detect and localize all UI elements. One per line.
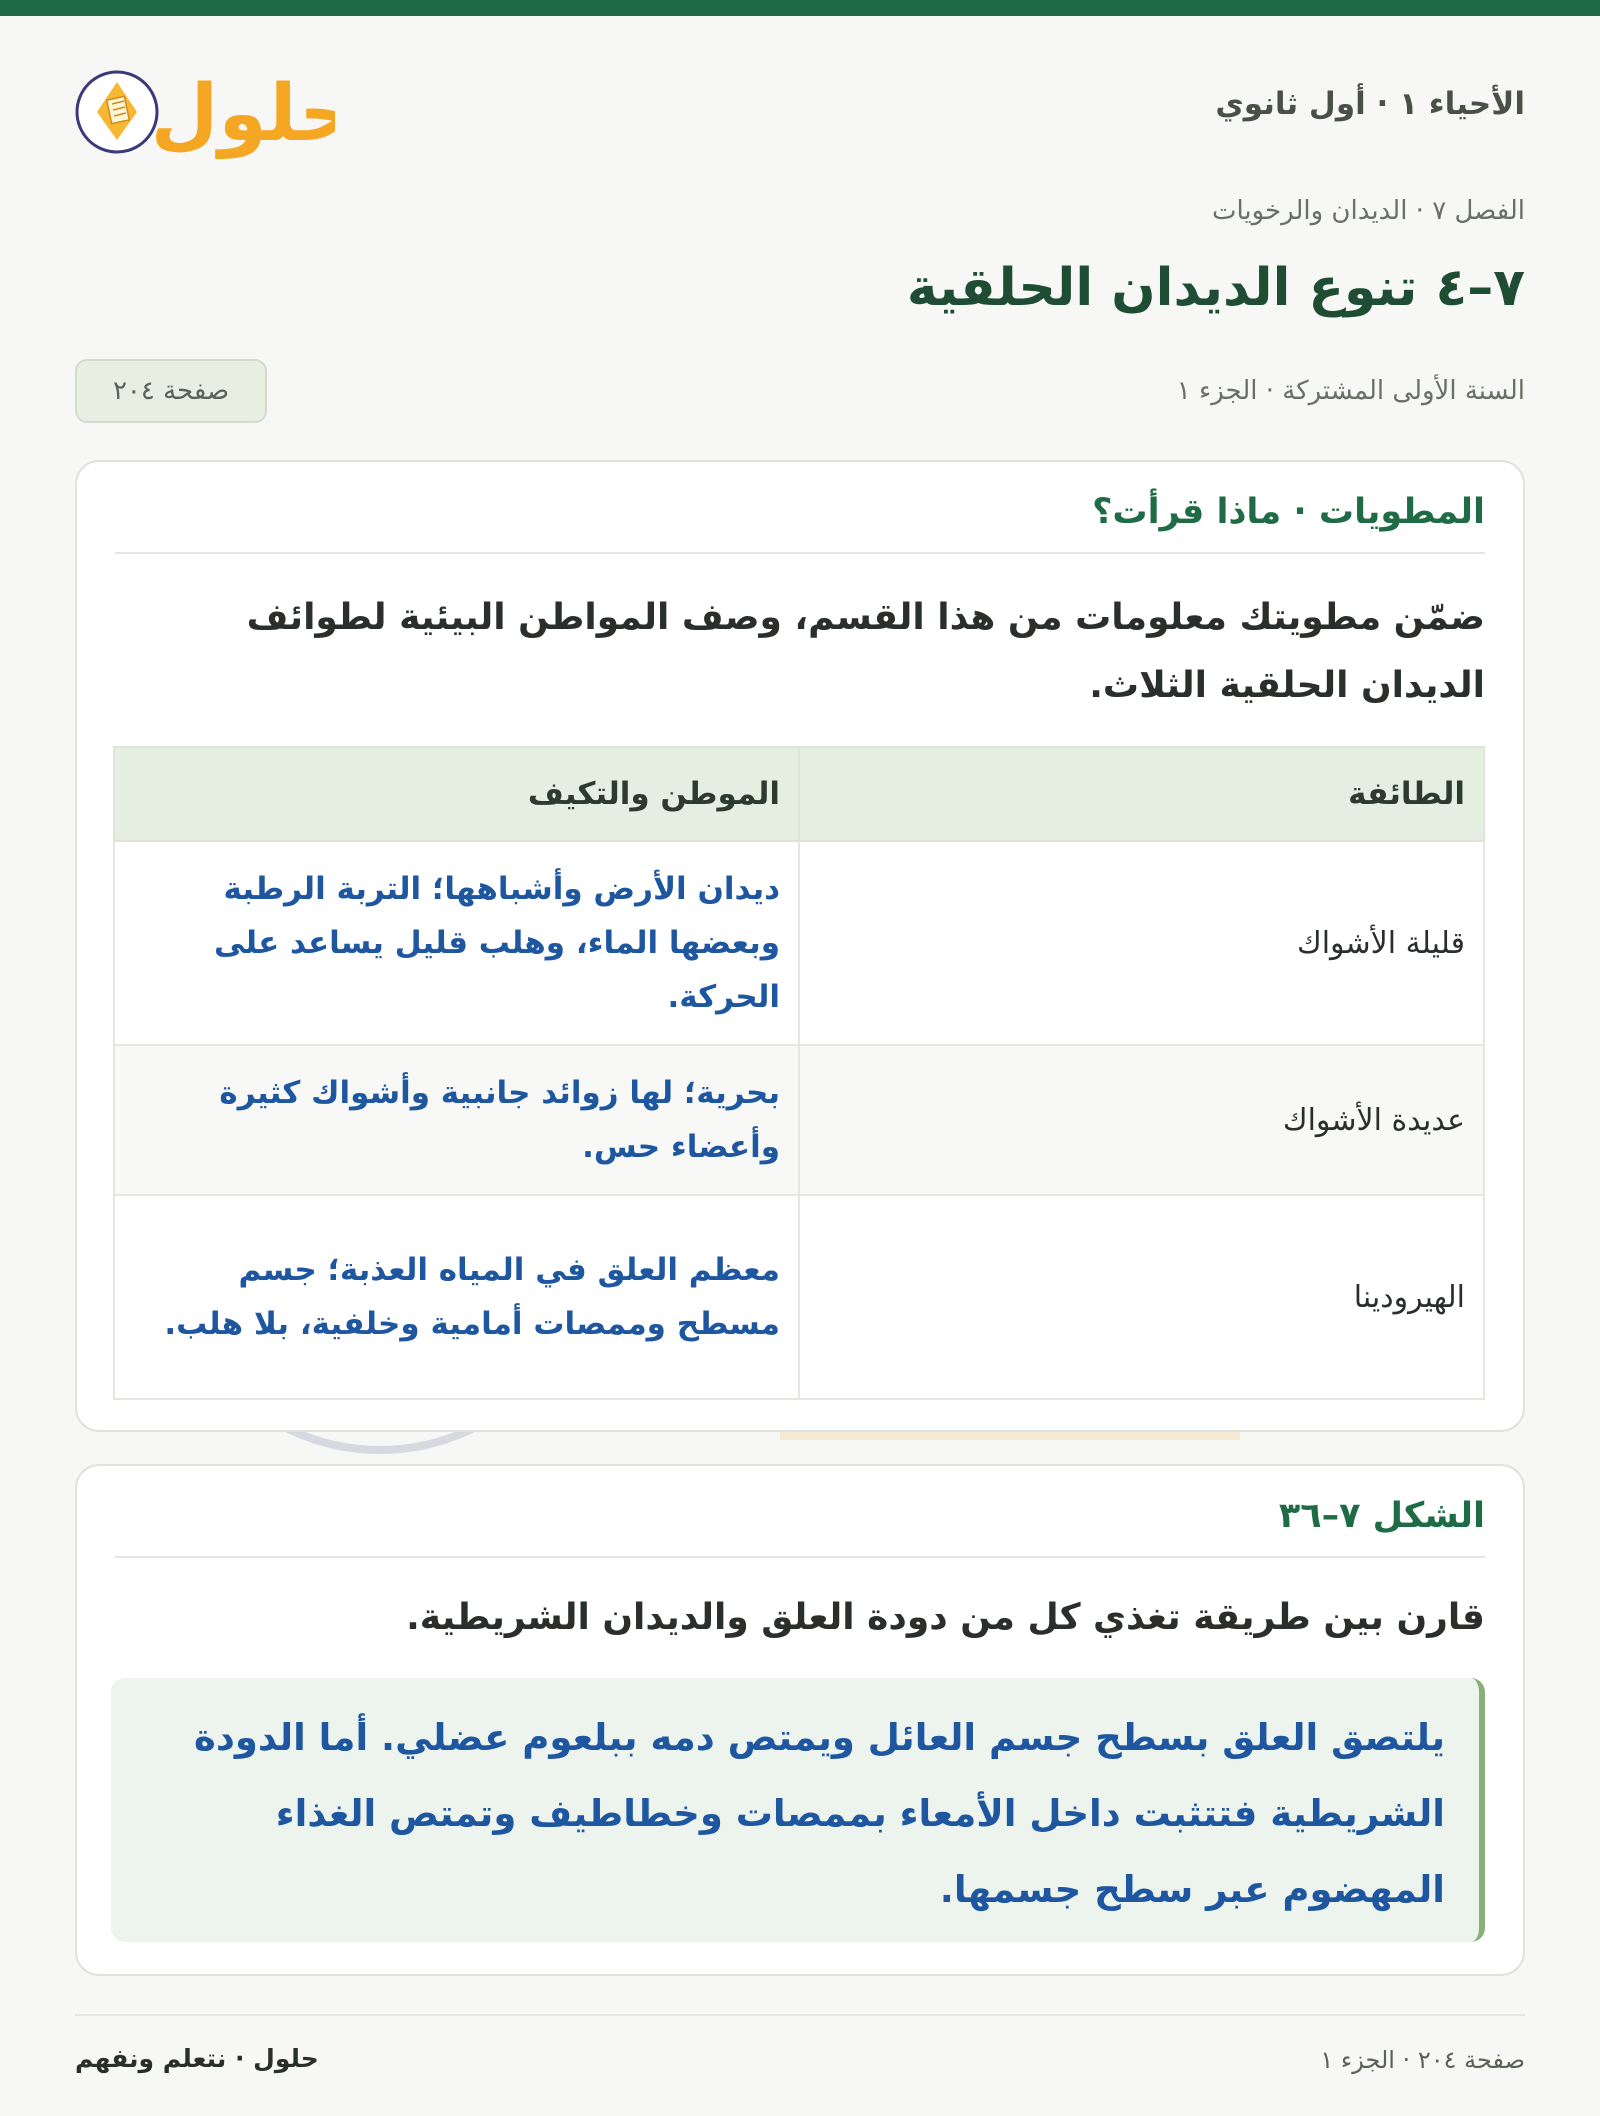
table-row xyxy=(114,841,1484,1045)
table-header-row xyxy=(114,747,1484,841)
foldables-question: ضمّن مطويتك معلومات من هذا القسم، وصف المواطن البيئية لطوائف الديدان الحلقية الثلاث. xyxy=(246,597,1485,706)
logo-wordmark: حلول xyxy=(150,69,335,159)
table-row xyxy=(114,1045,1484,1195)
column-header-habitat: الموطن والتكيف xyxy=(114,747,799,841)
figure-question: قارن بين طريقة تغذي كل من دودة العلق والديدان الشريطية. xyxy=(406,1597,1485,1638)
class-name-cell: عديدة الأشواك xyxy=(799,1045,1484,1195)
habitat-answer-cell: معظم العلق في المياه العذبة؛ جسم مسطح وممصات أمامية وخلفية، بلا هلب. xyxy=(114,1195,799,1399)
table-row xyxy=(114,1195,1484,1399)
foldables-heading: المطويات · ماذا قرأت؟ xyxy=(115,492,1485,554)
foldables-card xyxy=(75,460,1525,1432)
footer-divider xyxy=(75,2014,1525,2016)
answer-box xyxy=(111,1678,1485,1942)
page-badge: صفحة ٢٠٤ xyxy=(75,359,267,423)
class-name-cell: قليلة الأشواك xyxy=(799,841,1484,1045)
habitat-answer-cell: ديدان الأرض وأشباهها؛ التربة الرطبة وبعضها الماء، وهلب قليل يساعد على الحركة. xyxy=(114,841,799,1045)
footer-brand[interactable]: حلول · نتعلم ونفهم xyxy=(75,2044,319,2073)
page-title: ٧–٤ تنوع الديدان الحلقية xyxy=(906,258,1525,318)
answer-text: يلتصق العلق بسطح جسم العائل ويمتص دمه ببلعوم عضلي. أما الدودة الشريطية فتتثبت داخل الأمعاء بممصات وخطاطيف وتمتص الغذاء المهضوم عبر سطح جسمها. xyxy=(194,1716,1445,1911)
column-header-class: الطائفة xyxy=(799,747,1484,841)
hulul-logo-icon xyxy=(75,60,335,160)
subject-title: الأحياء ١ · أول ثانوي xyxy=(1215,86,1525,122)
top-accent-bar xyxy=(0,0,1600,16)
annelid-classes-table xyxy=(113,746,1485,1400)
habitat-answer-cell: بحرية؛ لها زوائد جانبية وأشواك كثيرة وأعضاء حس. xyxy=(114,1045,799,1195)
page-header xyxy=(75,60,1525,160)
figure-heading: الشكل ٧–٣٦ xyxy=(115,1496,1485,1558)
class-name-cell: الهيرودينا xyxy=(799,1195,1484,1399)
breadcrumb: الفصل ٧ · الديدان والرخويات xyxy=(1211,196,1525,226)
book-meta: السنة الأولى المشتركة · الجزء ١ xyxy=(1176,376,1525,406)
figure-question-card xyxy=(75,1464,1525,1976)
hulul-logo[interactable] xyxy=(75,60,335,160)
footer-page-info: صفحة ٢٠٤ · الجزء ١ xyxy=(1320,2046,1525,2074)
